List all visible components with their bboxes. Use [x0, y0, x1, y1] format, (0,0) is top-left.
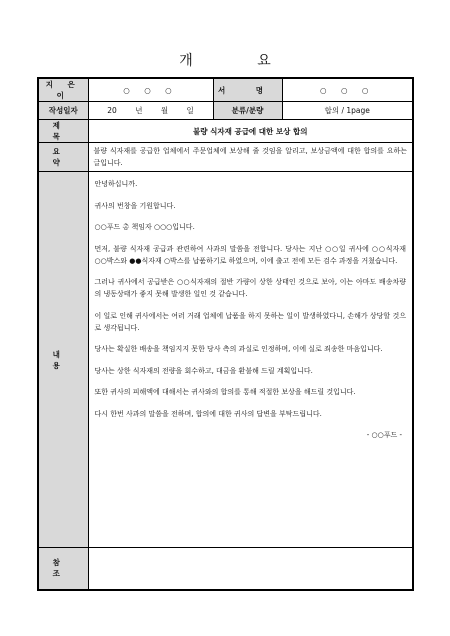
paragraph: 당사는 확실한 배송을 책임지지 못한 당사 측의 과실로 인정하며, 이에 실로 죄송한 마음입니다. [94, 345, 383, 353]
reference-value [88, 548, 413, 590]
reference-row [38, 548, 413, 590]
paragraph: 그러나 귀사에서 공급받은 ○○식자재의 절반 가량이 상한 상태인 것으로 보아, 이는 아마도 배송차량의 냉동상태가 좋지 못해 발생한 일인 것 같습니다. [94, 278, 406, 298]
content-label: 내 용 [38, 172, 88, 548]
paragraph: 먼저, 불량 식자재 공급과 관련하여 사과의 말씀을 전합니다. 당사는 지난 ○○일 귀사에 ○○식자재 ○○박스와 ●●식자재 ○박스를 납품하기로 하였으며, 이에 출고 전에 모든 검수 과정을 거쳤습니다. [94, 244, 406, 265]
date-value: 20 년 월 일 [88, 102, 213, 120]
signature-label: 서 명 [213, 78, 282, 102]
paragraph: 귀사의 번창을 기원합니다. [94, 201, 176, 210]
author-value: ○ ○ ○ [88, 78, 213, 102]
category-label: 분류/분량 [213, 102, 282, 120]
date-label: 작성일자 [38, 102, 88, 120]
author-label: 지 은 이 [38, 78, 88, 102]
page-title: 개 요 [179, 53, 301, 69]
signature-value: ○ ○ ○ [282, 78, 413, 102]
summary-label: 요 약 [38, 143, 88, 172]
paragraph: 당사는 상한 식자재의 전량을 회수하고, 대금을 환불해 드릴 계획입니다. [94, 366, 313, 375]
summary-row [38, 143, 413, 172]
reference-label: 참 조 [38, 548, 88, 590]
paragraph: 또한 귀사의 피해액에 대해서는 귀사와의 합의를 통해 적절한 보상을 해드릴 것입니다. [94, 388, 356, 396]
content-row [38, 172, 413, 548]
paragraph: 다시 한번 사과의 말씀을 전하며, 합의에 대한 귀사의 답변을 부탁드립니다. [94, 409, 322, 418]
subject-row [38, 120, 413, 143]
author-row [38, 78, 413, 102]
content-body [88, 172, 413, 548]
paragraph: ○○푸드 총 책임자 ○○○입니다. [94, 223, 195, 231]
paragraph: 안녕하십니까. [94, 180, 138, 188]
subject-label: 제 목 [38, 120, 88, 143]
category-value: 합의 / 1page [282, 102, 413, 120]
signoff: - ○○푸드 - [366, 431, 402, 439]
paragraph: 이 일로 인해 귀사에서는 여러 거래 업체에 납품을 하지 못하는 일이 발생하였다니, 손해가 상당할 것으로 생각됩니다. [94, 311, 406, 332]
date-row [38, 102, 413, 120]
summary-value: 불량 식자재를 공급한 업체에서 주문업체에 보상해 줄 것임을 알리고, 보상금액에 대한 합의를 요하는 글입니다. [88, 143, 413, 172]
overview-form [37, 77, 414, 591]
subject-value: 불량 식자재 공급에 대한 보상 합의 [88, 120, 413, 143]
